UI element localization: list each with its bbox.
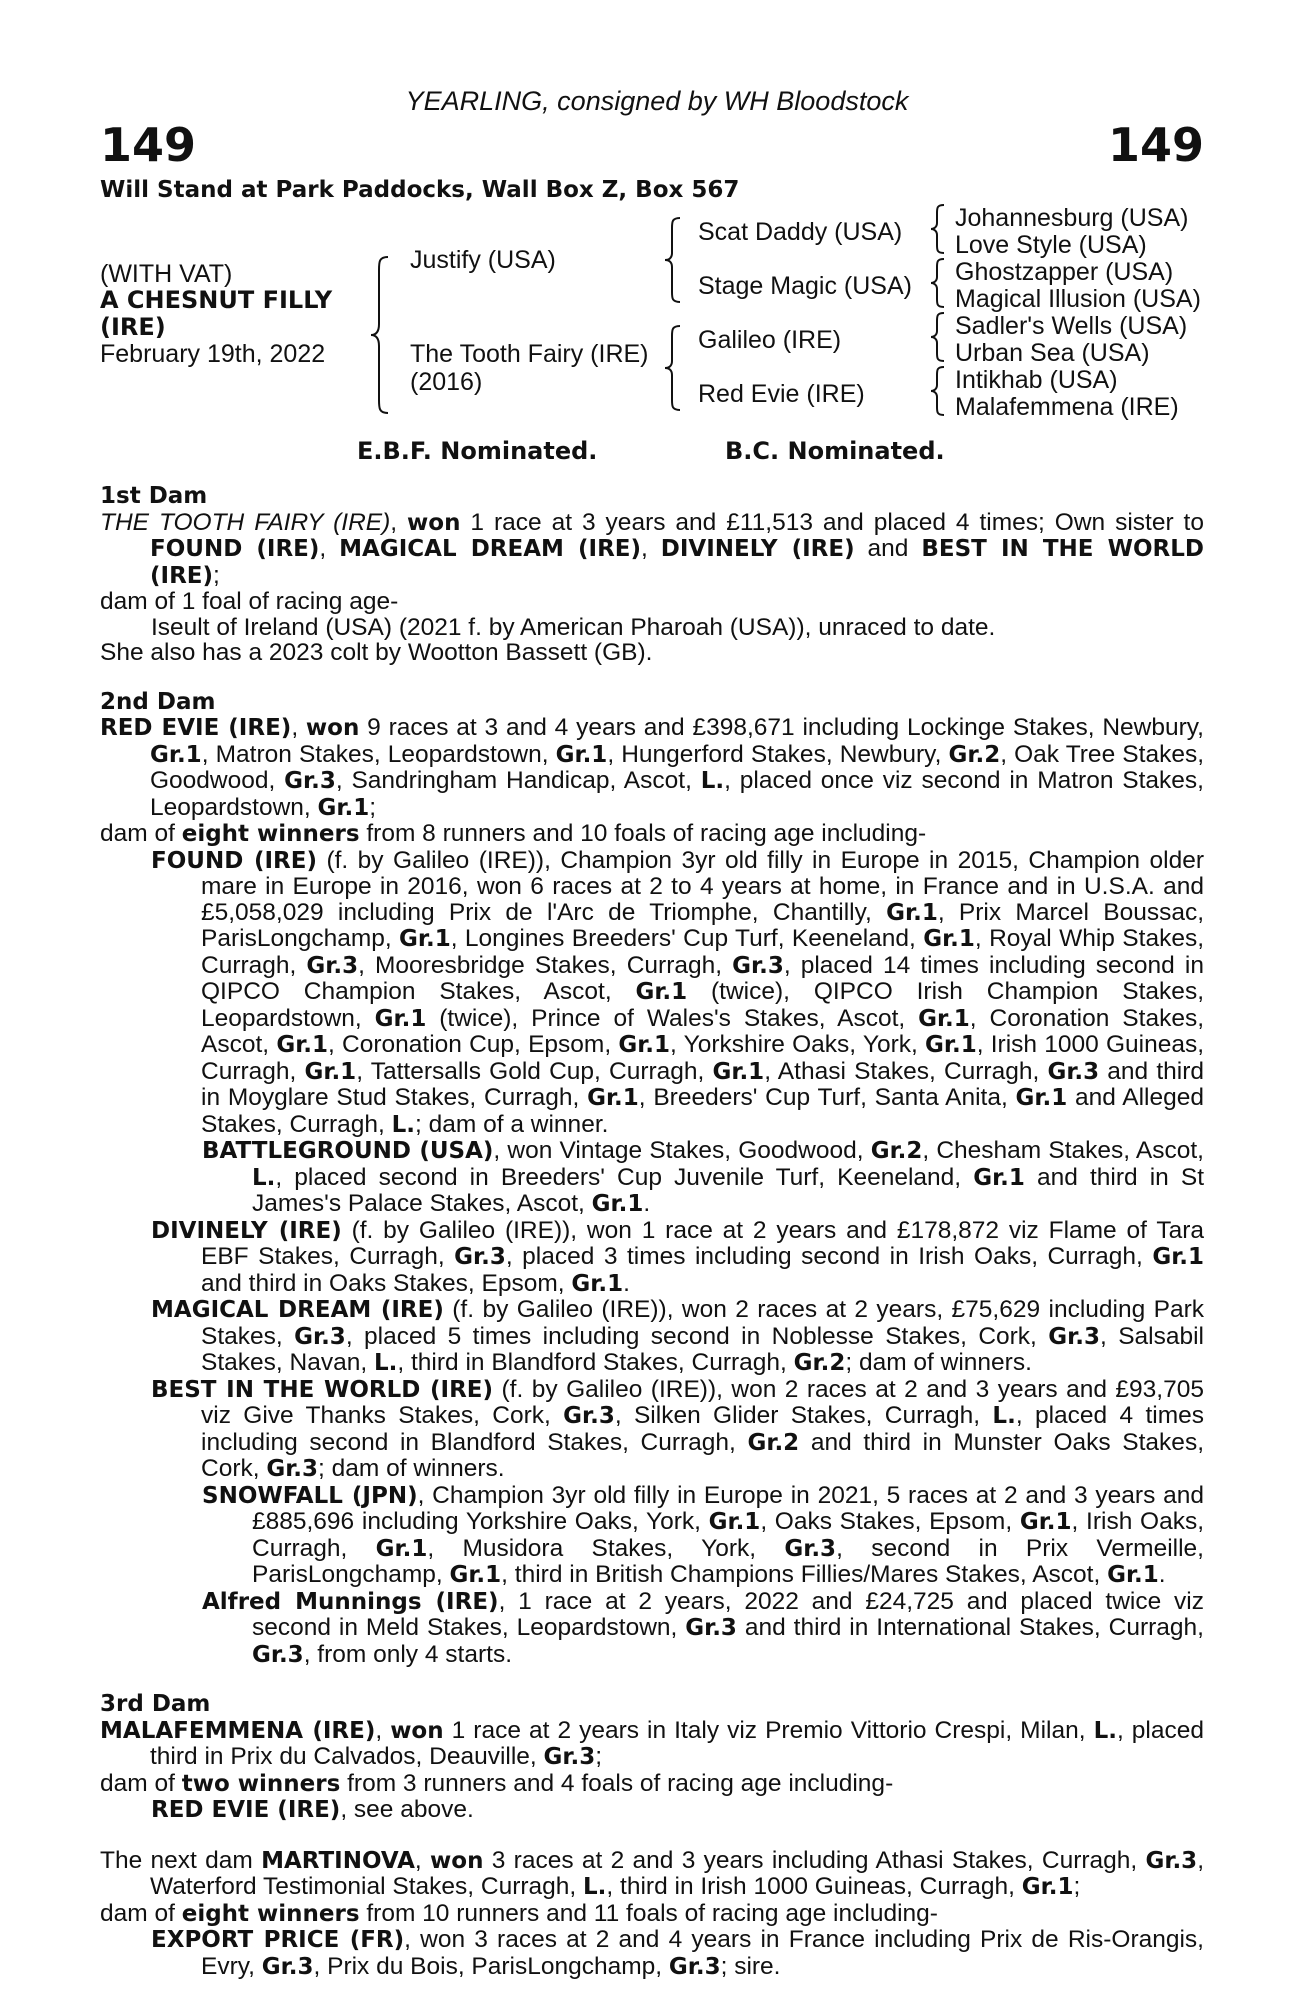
g3-malafemmena: Malafemmena (IRE) [955, 393, 1179, 421]
third-dam-foals: dam of two winners from 3 runners and 4 foals of racing age including- [100, 1769, 894, 1797]
bc-nominated: B.C. Nominated. [725, 437, 945, 465]
g3-sadlers-wells: Sadler's Wells (USA) [955, 312, 1188, 340]
brace-g3-2 [930, 258, 948, 308]
third-dam-heading: 3rd Dam [100, 1691, 211, 1717]
second-dam-foals: dam of eight winners from 8 runners and 10 foals of racing age including- [100, 820, 927, 847]
next-dam-paragraph: The next dam MARTINOVA, won 3 races at 2 and 3 years including Athasi Stakes, Curragh, Gr.3, Waterford Testimonial Stakes, Curragh, L., third in Irish 1000 Guineas, Curragh, Gr.1; [100, 1846, 1204, 1900]
dam-dam: Red Evie (IRE) [698, 380, 865, 408]
g3-johannesburg: Johannesburg (USA) [955, 204, 1189, 232]
vat-label: (WITH VAT) [100, 260, 233, 288]
g3-urban-sea: Urban Sea (USA) [955, 339, 1150, 367]
sire-dam: Stage Magic (USA) [698, 272, 912, 300]
horse-name-country: (IRE) [100, 313, 166, 341]
brace-g3-1 [930, 204, 948, 254]
next-dam-foals: dam of eight winners from 10 runners and 11 foals of racing age including- [100, 1899, 938, 1927]
sire-sire: Scat Daddy (USA) [698, 218, 903, 246]
produce-best-in-the-world: BEST IN THE WORLD (IRE) (f. by Galileo (IRE)), won 2 races at 2 and 3 years and £93,705 viz Give Thanks Stakes, Cork, Gr.3, Silken Glider Stakes, Curragh, L., placed 4 times including second in Blandford Stakes, Curragh, Gr.2 and third in Munster Oaks Stakes, Cork, Gr.3; dam of winners. [151, 1375, 1204, 1482]
brace-dam [664, 325, 686, 411]
produce-alfred-munnings: Alfred Munnings (IRE), 1 race at 2 years, 2022 and £24,725 and placed twice viz second in Meld Stakes, Leopardstown, Gr.3 and third in International Stakes, Curragh, Gr.3, from only 4 starts. [202, 1587, 1204, 1668]
dam-sire: Galileo (IRE) [698, 326, 842, 354]
g3-love-style: Love Style (USA) [955, 231, 1147, 259]
consigned-line: YEARLING, consigned by WH Bloodstock [405, 86, 909, 116]
second-dam-paragraph: RED EVIE (IRE), won 9 races at 3 and 4 years and £398,671 including Lockinge Stakes, Newbury, Gr.1, Matron Stakes, Leopardstown, Gr.1, Hungerford Stakes, Newbury, Gr.2, Oak Tree Stakes, Goodwood, Gr.3, Sandringham Handicap, Ascot, L., placed once viz second in Matron Stakes, Leopardstown, Gr.1; [100, 714, 1205, 821]
first-dam-heading: 1st Dam [100, 483, 208, 509]
second-dam-heading: 2nd Dam [100, 688, 216, 715]
first-dam-paragraph: THE TOOTH FAIRY (IRE), won 1 race at 3 years and £11,513 and placed 4 times; Own sister to FOUND (IRE), MAGICAL DREAM (IRE), DIVINELY (IRE) and BEST IN THE WORLD (IRE); [100, 508, 1205, 589]
first-dam-current: She also has a 2023 colt by Wootton Bassett (GB). [100, 639, 653, 666]
dam-year: (2016) [410, 368, 483, 396]
produce-snowfall: SNOWFALL (JPN), Champion 3yr old filly in Europe in 2021, 5 races at 2 and 3 years and £885,696 including Yorkshire Oaks, York, Gr.1, Oaks Stakes, Epsom, Gr.1, Irish Oaks, Curragh, Gr.1, Musidora Stakes, York, Gr.3, second in Prix Vermeille, ParisLongchamp, Gr.1, third in British Champions Fillies/Mares Stakes, Ascot, Gr.1. [202, 1481, 1204, 1588]
stand-location: Will Stand at Park Paddocks, Wall Box Z, Box 567 [100, 177, 740, 203]
first-dam-produce: Iseult of Ireland (USA) (2021 f. by American Pharoah (USA)), unraced to date. [151, 613, 996, 641]
third-dam-produce: RED EVIE (IRE), see above. [151, 1796, 474, 1823]
sire-name: Justify (USA) [410, 246, 556, 274]
produce-divinely: DIVINELY (IRE) (f. by Galileo (IRE)), won 1 race at 2 years and £178,872 viz Flame of Tara EBF Stakes, Curragh, Gr.3, placed 3 times including second in Irish Oaks, Curragh, Gr.1 and third in Oaks Stakes, Epsom, Gr.1. [151, 1216, 1204, 1297]
produce-magical-dream: MAGICAL DREAM (IRE) (f. by Galileo (IRE)), won 2 races at 2 years, £75,629 including Park Stakes, Gr.3, placed 5 times including second in Noblesse Stakes, Cork, Gr.3, Salsabil Stakes, Navan, L., third in Blandford Stakes, Curragh, Gr.2; dam of winners. [151, 1296, 1204, 1376]
brace-sire [664, 217, 686, 303]
third-dam-paragraph: MALAFEMMENA (IRE), won 1 race at 2 years in Italy viz Premio Vittorio Crespi, Milan, L., placed third in Prix du Calvados, Deauville, Gr.3; [100, 1716, 1204, 1770]
brace-main [370, 256, 394, 414]
g3-ghostzapper: Ghostzapper (USA) [955, 258, 1174, 286]
dam-name: The Tooth Fairy (IRE) [410, 340, 649, 368]
brace-g3-4 [930, 366, 948, 416]
g3-intikhab: Intikhab (USA) [955, 366, 1118, 394]
ebf-nominated: E.B.F. Nominated. [357, 437, 598, 465]
next-dam-produce: EXPORT PRICE (FR), won 3 races at 2 and 4 years in France including Prix de Ris-Orangis, Evry, Gr.3, Prix du Bois, ParisLongchamp, Gr.3; sire. [151, 1926, 1204, 1980]
produce-found: FOUND (IRE) (f. by Galileo (IRE)), Champion 3yr old filly in Europe in 2015, Champion older mare in Europe in 2016, won 6 races at 2 to 4 years at home, in France and in U.S.A. and £5,058,029 including Prix de l'Arc de Triomphe, Chantilly, Gr.1, Prix Marcel Boussac, ParisLongchamp, Gr.1, Longines Breeders' Cup Turf, Keeneland, Gr.1, Royal Whip Stakes, Curragh, Gr.3, Mooresbridge Stakes, Curragh, Gr.3, placed 14 times including second in QIPCO Champion Stakes, Ascot, Gr.1 (twice), QIPCO Irish Champion Stakes, Leopardstown, Gr.1 (twice), Prince of Wales's Stakes, Ascot, Gr.1, Coronation Stakes, Ascot, Gr.1, Coronation Cup, Epsom, Gr.1, Yorkshire Oaks, York, Gr.1, Irish 1000 Guineas, Curragh, Gr.1, Tattersalls Gold Cup, Curragh, Gr.1, Athasi Stakes, Curragh, Gr.3 and third in Moyglare Stud Stakes, Curragh, Gr.1, Breeders' Cup Turf, Santa Anita, Gr.1 and Alleged Stakes, Curragh, L.; dam of a winner. [151, 846, 1205, 1138]
foaled-date: February 19th, 2022 [100, 340, 326, 368]
produce-battleground: BATTLEGROUND (USA), won Vintage Stakes, Goodwood, Gr.2, Chesham Stakes, Ascot, L., placed second in Breeders' Cup Juvenile Turf, Keeneland, Gr.1 and third in St James's Palace Stakes, Ascot, Gr.1. [202, 1137, 1205, 1217]
g3-magical-illusion: Magical Illusion (USA) [955, 285, 1201, 313]
catalogue-body [100, 484, 1204, 1980]
first-dam-foals: dam of 1 foal of racing age- [100, 588, 399, 615]
lot-number-left: 149 [100, 118, 197, 172]
horse-name: A CHESNUT FILLY [100, 286, 333, 314]
brace-g3-3 [930, 312, 948, 362]
lot-number-right: 149 [1107, 118, 1204, 172]
